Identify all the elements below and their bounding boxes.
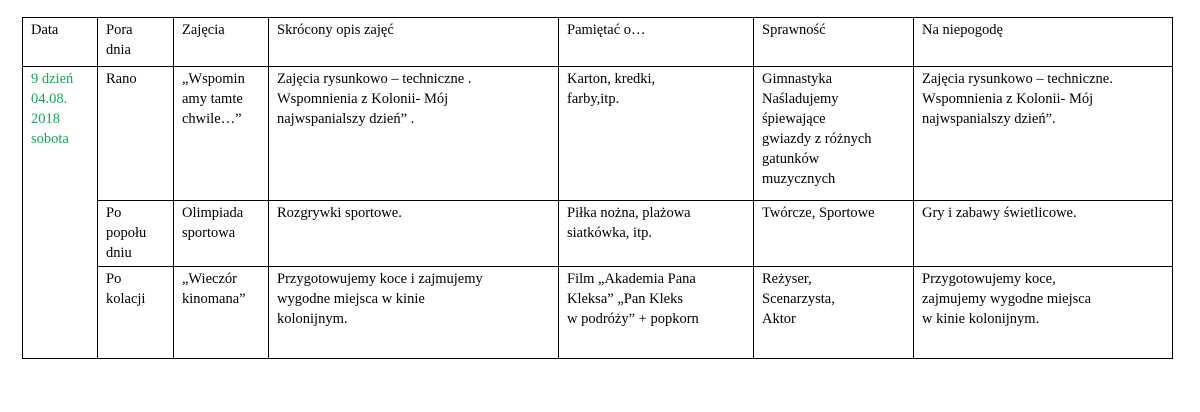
header-activity: Zajęcia — [174, 18, 269, 67]
header-date: Data — [23, 18, 98, 67]
description-cell: Zajęcia rysunkowo – techniczne . Wspomnienia z Kolonii- Mój najwspanialszy dzień” . — [269, 67, 559, 201]
remember-cell: Piłka nożna, plażowa siatkówka, itp. — [559, 201, 754, 267]
activity-cell: „Wieczór kinomana” — [174, 267, 269, 359]
camp-schedule-table — [22, 17, 1173, 359]
description-cell: Rozgrywki sportowe. — [269, 201, 559, 267]
header-description: Skrócony opis zajęć — [269, 18, 559, 67]
skill-cell: Reżyser, Scenarzysta, Aktor — [754, 267, 914, 359]
table-row — [23, 267, 1173, 359]
bad-weather-cell: Zajęcia rysunkowo – techniczne. Wspomnienia z Kolonii- Mój najwspanialszy dzień”. — [914, 67, 1173, 201]
time-of-day-cell: Po kolacji — [98, 267, 174, 359]
time-of-day-cell: Po popołu dniu — [98, 201, 174, 267]
skill-cell: Gimnastyka Naśladujemy śpiewające gwiazdy z różnych gatunków muzycznych — [754, 67, 914, 201]
bad-weather-cell: Gry i zabawy świetlicowe. — [914, 201, 1173, 267]
header-remember: Pamiętać o… — [559, 18, 754, 67]
header-skill: Sprawność — [754, 18, 914, 67]
activity-cell: Olimpiada sportowa — [174, 201, 269, 267]
bad-weather-cell: Przygotowujemy koce, zajmujemy wygodne miejsca w kinie kolonijnym. — [914, 267, 1173, 359]
skill-cell: Twórcze, Sportowe — [754, 201, 914, 267]
table-row — [23, 67, 1173, 201]
description-cell: Przygotowujemy koce i zajmujemy wygodne miejsca w kinie kolonijnym. — [269, 267, 559, 359]
header-time-of-day: Pora dnia — [98, 18, 174, 67]
activity-cell: „Wspomin amy tamte chwile…” — [174, 67, 269, 201]
table-row — [23, 201, 1173, 267]
remember-cell: Karton, kredki, farby,itp. — [559, 67, 754, 201]
time-of-day-cell: Rano — [98, 67, 174, 201]
remember-cell: Film „Akademia Pana Kleksa” „Pan Kleks w podróży” + popkorn — [559, 267, 754, 359]
header-bad-weather: Na niepogodę — [914, 18, 1173, 67]
header-row — [23, 18, 1173, 67]
day-date-cell: 9 dzień 04.08. 2018 sobota — [23, 67, 98, 359]
